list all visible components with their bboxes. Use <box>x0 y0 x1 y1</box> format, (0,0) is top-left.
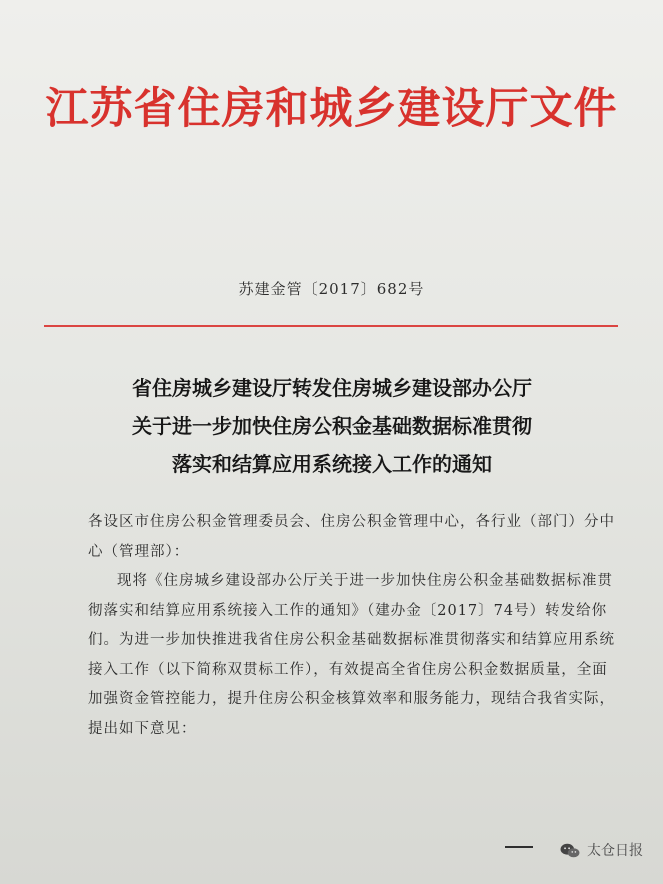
page-mark <box>505 846 533 848</box>
watermark-label: 太仓日报 <box>587 843 643 859</box>
notice-title-line-2: 关于进一步加快住房公积金基础数据标准贯彻 <box>132 414 532 438</box>
watermark <box>559 842 643 860</box>
wechat-icon <box>559 842 581 860</box>
document-header-title: 江苏省住房和城乡建设厅文件 <box>45 84 618 134</box>
notice-body <box>88 508 623 744</box>
notice-title-line-1: 省住房城乡建设厅转发住房城乡建设部办公厅 <box>132 376 532 400</box>
notice-paragraph: 现将《住房城乡建设部办公厅关于进一步加快住房公积金基础数据标准贯彻落实和结算应用系统接入工作的通知》（建办金〔2017〕74号）转发给你们。为进一步加快推进我省住房公积金基础数据标准贯彻落实和结算应用系统接入工作（以下简称双贯标工作），有效提高全省住房公积金数据质量，全面加强资金管控能力，提升住房公积金核算效率和服务能力，现结合我省实际，提出如下意见： <box>88 573 615 737</box>
notice-title <box>66 369 598 483</box>
document-number: 苏建金管〔2017〕682号 <box>238 280 425 298</box>
notice-addressee: 各设区市住房公积金管理委员会、住房公积金管理中心，各行业（部门）分中心（管理部）： <box>88 514 615 560</box>
red-divider <box>44 325 618 327</box>
notice-title-line-3: 落实和结算应用系统接入工作的通知 <box>172 452 492 476</box>
